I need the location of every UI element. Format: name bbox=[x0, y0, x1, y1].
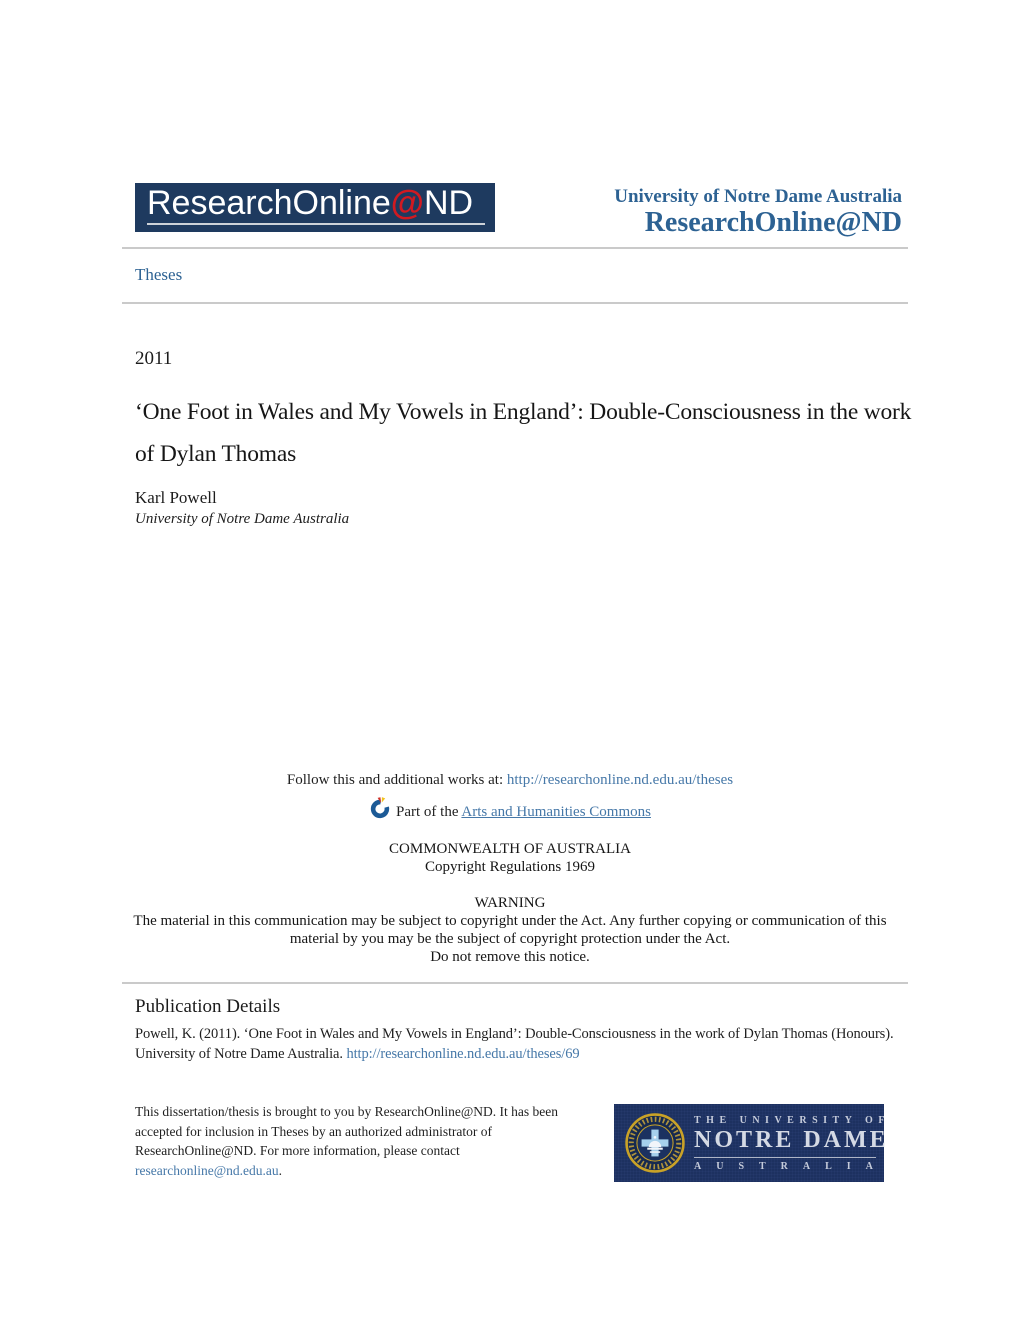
contact-email-link[interactable]: researchonline@nd.edu.au bbox=[135, 1162, 279, 1178]
notre-dame-logo bbox=[614, 1104, 890, 1182]
citation bbox=[135, 1025, 919, 1064]
und-logo-divider bbox=[694, 1157, 876, 1158]
institution-name-link[interactable]: University of Notre Dame Australia bbox=[614, 186, 902, 207]
publication-year: 2011 bbox=[135, 348, 173, 369]
und-logo-line3: AUSTRALIA bbox=[694, 1161, 888, 1172]
und-logo-line2: NOTRE DAME bbox=[694, 1127, 889, 1153]
part-of-line bbox=[115, 799, 905, 826]
repository-statement-text: This dissertation/thesis is brought to you by ResearchOnline@ND. It has been accepted for inclusion in Theses by an authorized administrator of ResearchOnline@ND. For more information, please contact bbox=[135, 1104, 558, 1158]
commonwealth-line1: COMMONWEALTH OF AUSTRALIA bbox=[389, 841, 631, 857]
citation-text: Powell, K. (2011). ‘One Foot in Wales and My Vowels in England’: Double-Consciousness in the work of Dylan Thomas (Honours). University of Notre Dame Australia. bbox=[135, 1026, 894, 1062]
warning-body: The material in this communication may be subject to copyright under the Act. Any further copying or communication of this material by you may be the subject of copyright protection under the Act. bbox=[133, 913, 887, 947]
notre-dame-seal-icon bbox=[624, 1112, 686, 1174]
divider bbox=[122, 302, 908, 304]
logo-text-pre: ResearchOnline bbox=[147, 184, 391, 222]
commonwealth-notice bbox=[115, 841, 905, 876]
author-affiliation: University of Notre Dame Australia bbox=[135, 511, 350, 527]
part-of-text: Part of the bbox=[396, 803, 462, 820]
notre-dame-logo-text bbox=[694, 1115, 890, 1172]
breadcrumb-theses-link[interactable]: Theses bbox=[135, 265, 183, 284]
site-masthead bbox=[614, 186, 902, 238]
citation-url-link[interactable]: http://researchonline.nd.edu.au/theses/69 bbox=[346, 1045, 580, 1062]
warning-title: WARNING bbox=[474, 895, 546, 911]
commonwealth-line2: Copyright Regulations 1969 bbox=[425, 858, 595, 875]
author-name: Karl Powell bbox=[135, 488, 217, 507]
arts-humanities-commons-link[interactable]: Arts and Humanities Commons bbox=[461, 803, 651, 820]
repository-name-link[interactable]: ResearchOnline@ND bbox=[644, 207, 902, 238]
logo-at-symbol: @ bbox=[390, 184, 424, 222]
divider bbox=[122, 247, 908, 249]
repository-statement bbox=[135, 1102, 567, 1180]
digital-commons-icon bbox=[369, 797, 391, 824]
theses-collection-url-link[interactable]: http://researchonline.nd.edu.au/theses bbox=[506, 772, 734, 788]
researchonline-logo-text bbox=[147, 184, 473, 223]
logo-underline bbox=[147, 223, 485, 225]
thesis-title: ‘One Foot in Wales and My Vowels in England’: Double-Consciousness in the work of Dylan Thomas bbox=[135, 399, 912, 467]
follow-works-text: Follow this and additional works at: bbox=[286, 772, 507, 788]
researchonline-logo[interactable] bbox=[135, 183, 495, 232]
repository-statement-period: . bbox=[278, 1162, 282, 1178]
warning-footer: Do not remove this notice. bbox=[430, 949, 590, 965]
publication-details-heading: Publication Details bbox=[135, 996, 281, 1017]
copyright-warning bbox=[115, 894, 905, 966]
follow-works-line bbox=[115, 772, 905, 789]
divider bbox=[122, 982, 908, 984]
und-logo-line1: THE UNIVERSITY OF bbox=[694, 1115, 890, 1126]
logo-text-post: ND bbox=[423, 184, 474, 222]
